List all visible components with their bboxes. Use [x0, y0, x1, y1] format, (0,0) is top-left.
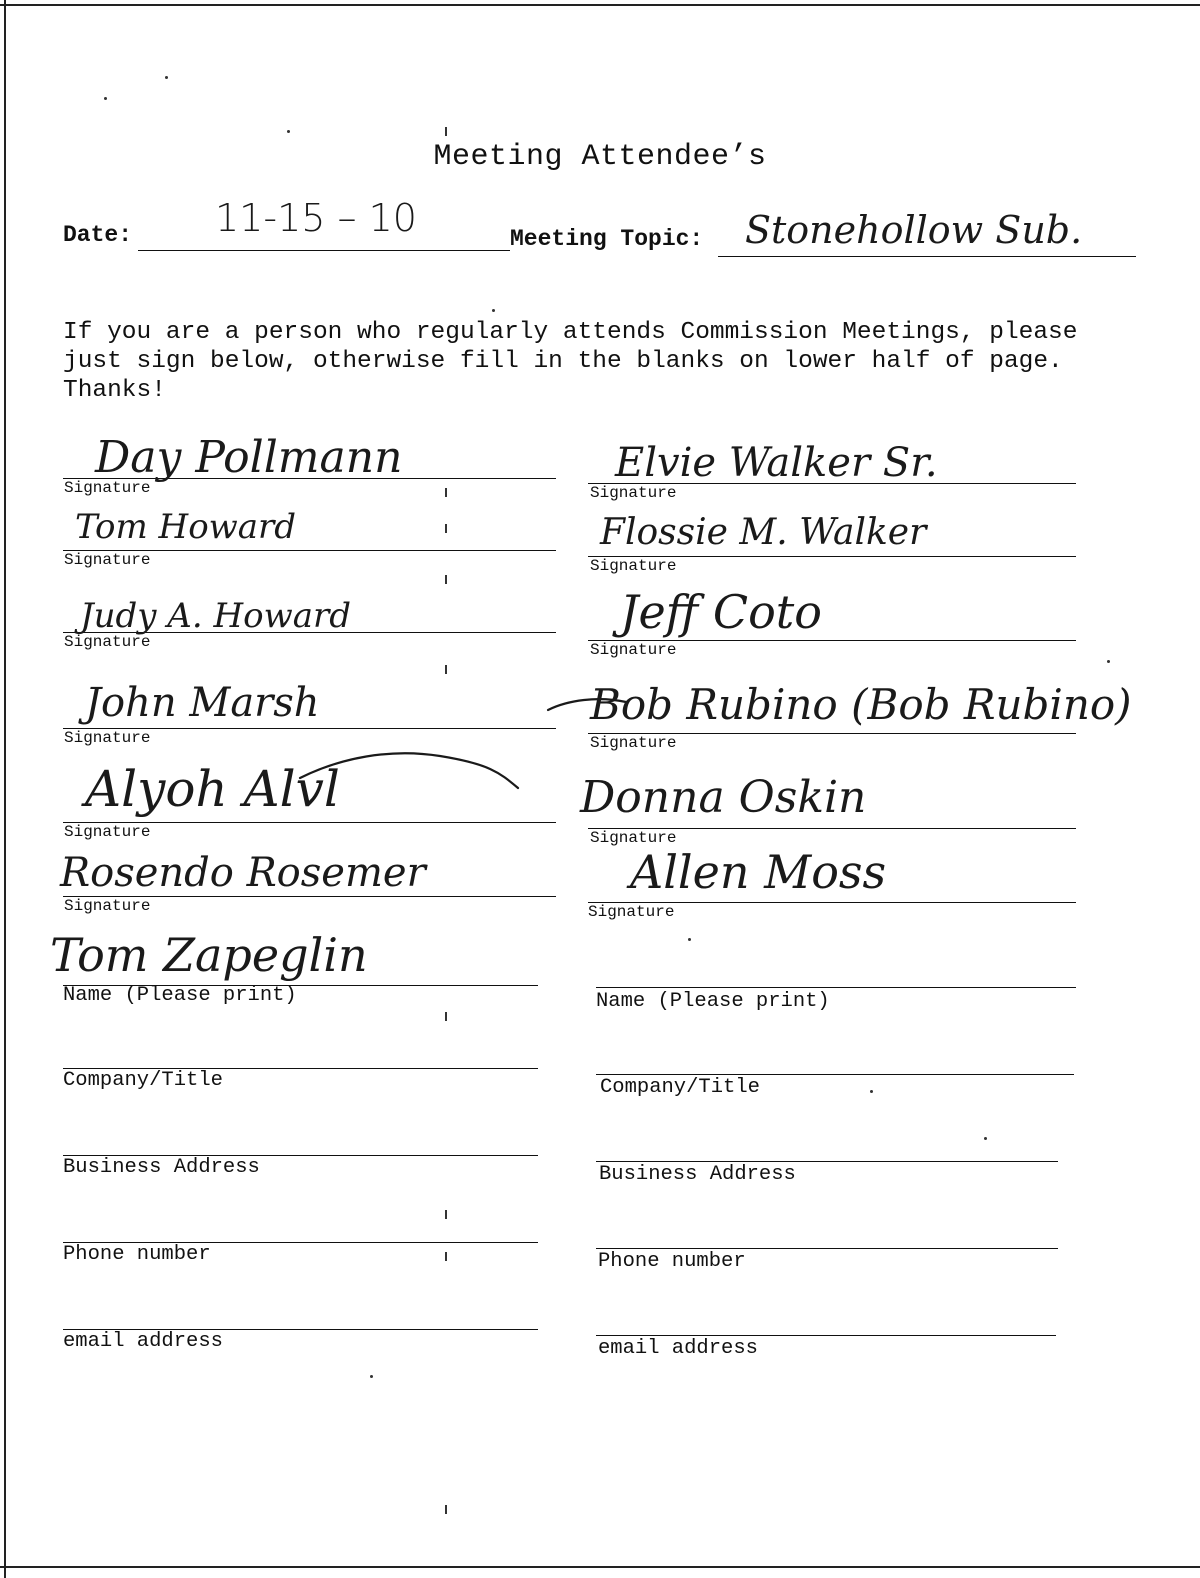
scan-mark — [445, 1252, 447, 1261]
signature-handwriting: Jeff Coto — [620, 585, 822, 639]
instructions — [63, 318, 1143, 405]
company-label: Company/Title — [600, 1076, 760, 1099]
address-label: Business Address — [63, 1156, 260, 1179]
signature-handwriting: Flossie M. Walker — [600, 512, 927, 553]
scan-mark — [445, 665, 447, 674]
signature-handwriting: John Marsh — [85, 680, 320, 726]
signature-handwriting: Rosendo Rosemer — [60, 850, 426, 896]
address-line[interactable] — [596, 1161, 1058, 1162]
signature-caption: Signature — [590, 829, 677, 847]
phone-label: Phone number — [598, 1250, 746, 1273]
signature-handwriting: Bob Rubino (Bob Rubino) — [590, 680, 1132, 729]
email-line[interactable] — [596, 1335, 1056, 1336]
email-label: email address — [63, 1330, 223, 1353]
scan-speck — [104, 97, 107, 100]
scan-mark — [445, 524, 447, 533]
phone-label: Phone number — [63, 1243, 211, 1266]
signature-caption: Signature — [590, 557, 677, 575]
signature-handwriting: Judy A. Howard — [80, 596, 351, 636]
signature-caption: Signature — [588, 903, 675, 921]
scan-mark — [445, 575, 447, 584]
topic-line — [718, 256, 1136, 257]
scan-speck — [870, 1090, 873, 1093]
topic-value: Stonehollow Sub. — [745, 208, 1083, 252]
name-label: Name (Please print) — [596, 990, 830, 1013]
phone-line[interactable] — [596, 1248, 1058, 1249]
instructions-line: just sign below, otherwise fill in the blanks on lower half of page. — [63, 348, 1063, 375]
signature-caption: Signature — [64, 897, 151, 915]
address-label: Business Address — [599, 1163, 796, 1186]
signature-handwriting: Alyoh Alvl — [85, 760, 340, 818]
signature-caption: Signature — [590, 484, 677, 502]
scan-speck — [688, 938, 691, 941]
date-label: Date: — [63, 222, 133, 248]
scan-speck — [370, 1375, 373, 1378]
name-handwriting: Tom Zapeglin — [50, 928, 368, 982]
signature-handwriting: Tom Howard — [75, 507, 297, 547]
signature-flourish — [300, 748, 520, 813]
signature-handwriting: Elvie Walker Sr. — [615, 440, 938, 486]
scan-speck — [287, 130, 290, 133]
signature-caption: Signature — [590, 641, 677, 659]
instructions-line: Thanks! — [63, 377, 166, 404]
signature-handwriting: Day Pollmann — [95, 432, 403, 483]
company-line[interactable] — [596, 1074, 1074, 1075]
scan-mark — [445, 1210, 447, 1219]
page-edge-top — [0, 4, 1200, 6]
scan-mark — [445, 1012, 447, 1021]
page-edge-left — [4, 0, 6, 1578]
date-line — [138, 250, 510, 251]
signature-caption: Signature — [64, 551, 151, 569]
signature-caption: Signature — [590, 734, 677, 752]
signature-flourish — [548, 692, 628, 727]
name-label: Name (Please print) — [63, 984, 297, 1007]
email-label: email address — [598, 1337, 758, 1360]
scan-mark — [445, 1505, 447, 1514]
company-label: Company/Title — [63, 1069, 223, 1092]
topic-label: Meeting Topic: — [510, 226, 704, 252]
scan-mark — [445, 127, 447, 136]
signature-handwriting: Allen Moss — [630, 845, 887, 899]
page-title: Meeting Attendee’s — [433, 140, 767, 174]
page-edge-bottom — [0, 1566, 1200, 1568]
scan-speck — [984, 1137, 987, 1140]
scan-speck — [1107, 660, 1110, 663]
date-value: 11-15 – 10 — [215, 196, 417, 240]
signature-caption: Signature — [64, 729, 151, 747]
name-line[interactable] — [596, 987, 1076, 988]
instructions-line: If you are a person who regularly attends Commission Meetings, please — [63, 319, 1078, 346]
scan-mark — [445, 488, 447, 497]
signature-caption: Signature — [64, 633, 151, 651]
signature-handwriting: Donna Oskin — [580, 772, 867, 823]
scan-speck — [165, 76, 168, 79]
signature-caption: Signature — [64, 479, 151, 497]
scan-speck — [492, 309, 495, 312]
signature-caption: Signature — [64, 823, 151, 841]
